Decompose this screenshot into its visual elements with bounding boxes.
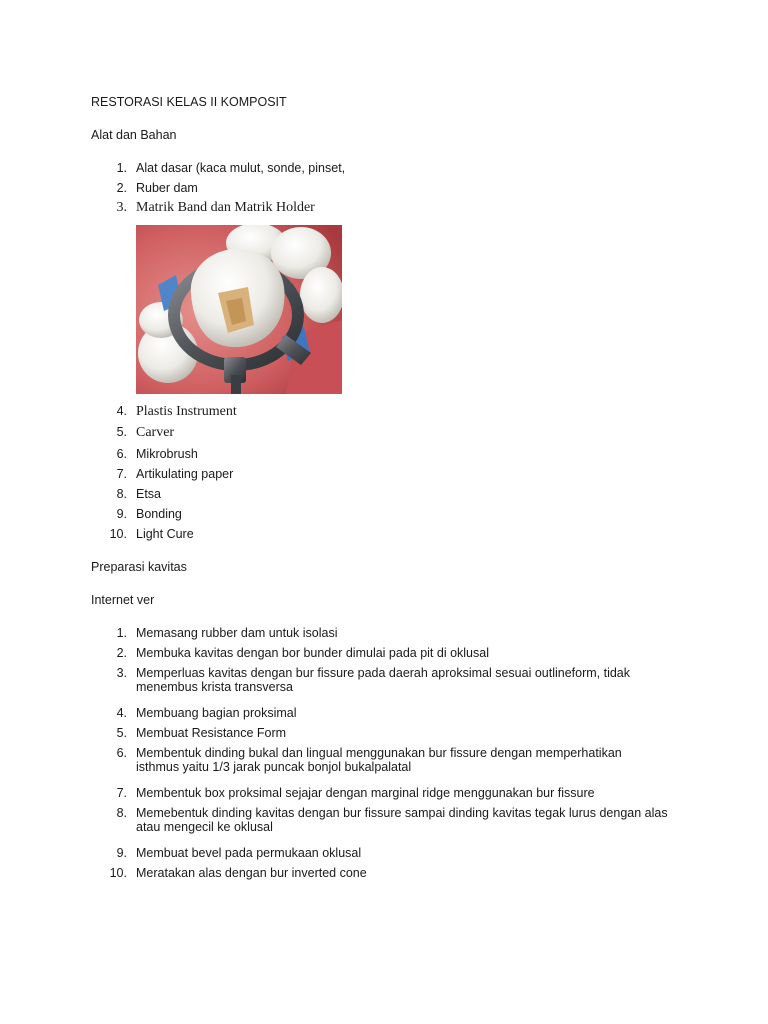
tools-list-part2 bbox=[0, 404, 237, 446]
document-title: RESTORASI KELAS II KOMPOSIT bbox=[91, 95, 287, 109]
list-number: 4 . bbox=[100, 706, 127, 720]
list-text: Membuat bevel pada permukaan oklusal bbox=[136, 846, 362, 860]
list-number: 2 . bbox=[100, 646, 127, 660]
list-text: Membentuk dinding bukal dan lingual menggunakan bur fissure dengan memperhatikan bbox=[136, 746, 622, 760]
list-number: 4 . bbox=[100, 404, 127, 418]
list-text: Memperluas kavitas dengan bur fissure pada daerah aproksimal sesuai outlineform, tidak bbox=[136, 666, 631, 680]
list-number: 7 . bbox=[100, 467, 127, 481]
list-item bbox=[0, 447, 233, 467]
list-text: Etsa bbox=[136, 487, 162, 501]
list-item bbox=[0, 181, 345, 201]
list-item bbox=[0, 866, 668, 886]
list-text-continuation: menembus krista transversa bbox=[136, 680, 294, 694]
list-text-continuation: isthmus yaitu 1/3 jarak puncak bonjol bukalpalatal bbox=[136, 760, 412, 774]
section-heading-preparasi: Preparasi kavitas bbox=[91, 560, 187, 574]
list-text: Carver bbox=[136, 425, 175, 440]
list-item bbox=[0, 527, 233, 547]
list-number: 10 . bbox=[100, 527, 127, 541]
list-text: Mikrobrush bbox=[136, 447, 198, 461]
list-text: Light Cure bbox=[136, 527, 194, 541]
list-text: Plastis Instrument bbox=[136, 404, 237, 419]
list-item bbox=[0, 786, 668, 806]
list-number: 3 . bbox=[100, 666, 127, 680]
list-item bbox=[0, 487, 233, 507]
list-text: Matrik Band dan Matrik Holder bbox=[136, 200, 315, 215]
list-text: Bonding bbox=[136, 507, 182, 521]
matrix-band-tooth-image bbox=[136, 225, 342, 394]
list-number: 8 . bbox=[100, 806, 127, 820]
list-text-continuation: atau mengecil ke oklusal bbox=[136, 820, 273, 834]
list-number: 6 . bbox=[100, 746, 127, 760]
list-item bbox=[0, 507, 233, 527]
list-item bbox=[0, 706, 668, 726]
list-number: 7 . bbox=[100, 786, 127, 800]
list-item bbox=[0, 404, 237, 425]
list-number: 1 . bbox=[100, 626, 127, 640]
list-item bbox=[0, 425, 237, 446]
list-number: 10 . bbox=[100, 866, 127, 880]
list-number: 9 . bbox=[100, 507, 127, 521]
list-item bbox=[0, 726, 668, 746]
steps-list bbox=[0, 626, 668, 886]
list-number: 9 . bbox=[100, 846, 127, 860]
list-item bbox=[0, 626, 668, 646]
list-item bbox=[0, 746, 668, 786]
list-text: Membuka kavitas dengan bor bunder dimulai pada pit di oklusal bbox=[136, 646, 489, 660]
section-heading-alat-bahan: Alat dan Bahan bbox=[91, 128, 177, 142]
list-text: Memebentuk dinding kavitas dengan bur fissure sampai dinding kavitas tegak lurus dengan alas bbox=[136, 806, 668, 820]
list-item bbox=[0, 467, 233, 487]
list-number: 2 . bbox=[100, 181, 127, 195]
list-text: Alat dasar (kaca mulut, sonde, pinset, bbox=[136, 161, 346, 175]
list-number: 3 . bbox=[100, 200, 127, 216]
list-item bbox=[0, 161, 345, 181]
list-item bbox=[0, 200, 345, 220]
list-number: 6 . bbox=[100, 447, 127, 461]
list-text: Membuang bagian proksimal bbox=[136, 706, 297, 720]
list-text: Ruber dam bbox=[136, 181, 198, 195]
section-heading-internet-ver: Internet ver bbox=[91, 593, 155, 607]
list-text: Membentuk box proksimal sejajar dengan marginal ridge menggunakan bur fissure bbox=[136, 786, 595, 800]
list-item bbox=[0, 846, 668, 866]
list-text: Memasang rubber dam untuk isolasi bbox=[136, 626, 338, 640]
list-item bbox=[0, 666, 668, 706]
tools-list-part3 bbox=[0, 447, 233, 547]
list-number: 5 . bbox=[100, 425, 127, 439]
list-text: Membuat Resistance Form bbox=[136, 726, 287, 740]
list-item bbox=[0, 646, 668, 666]
list-text: Meratakan alas dengan bur inverted cone bbox=[136, 866, 367, 880]
list-item bbox=[0, 806, 668, 846]
tools-list-part1 bbox=[0, 161, 345, 221]
list-number: 1 . bbox=[100, 161, 127, 175]
list-text: Artikulating paper bbox=[136, 467, 234, 481]
list-number: 5 . bbox=[100, 726, 127, 740]
list-number: 8 . bbox=[100, 487, 127, 501]
